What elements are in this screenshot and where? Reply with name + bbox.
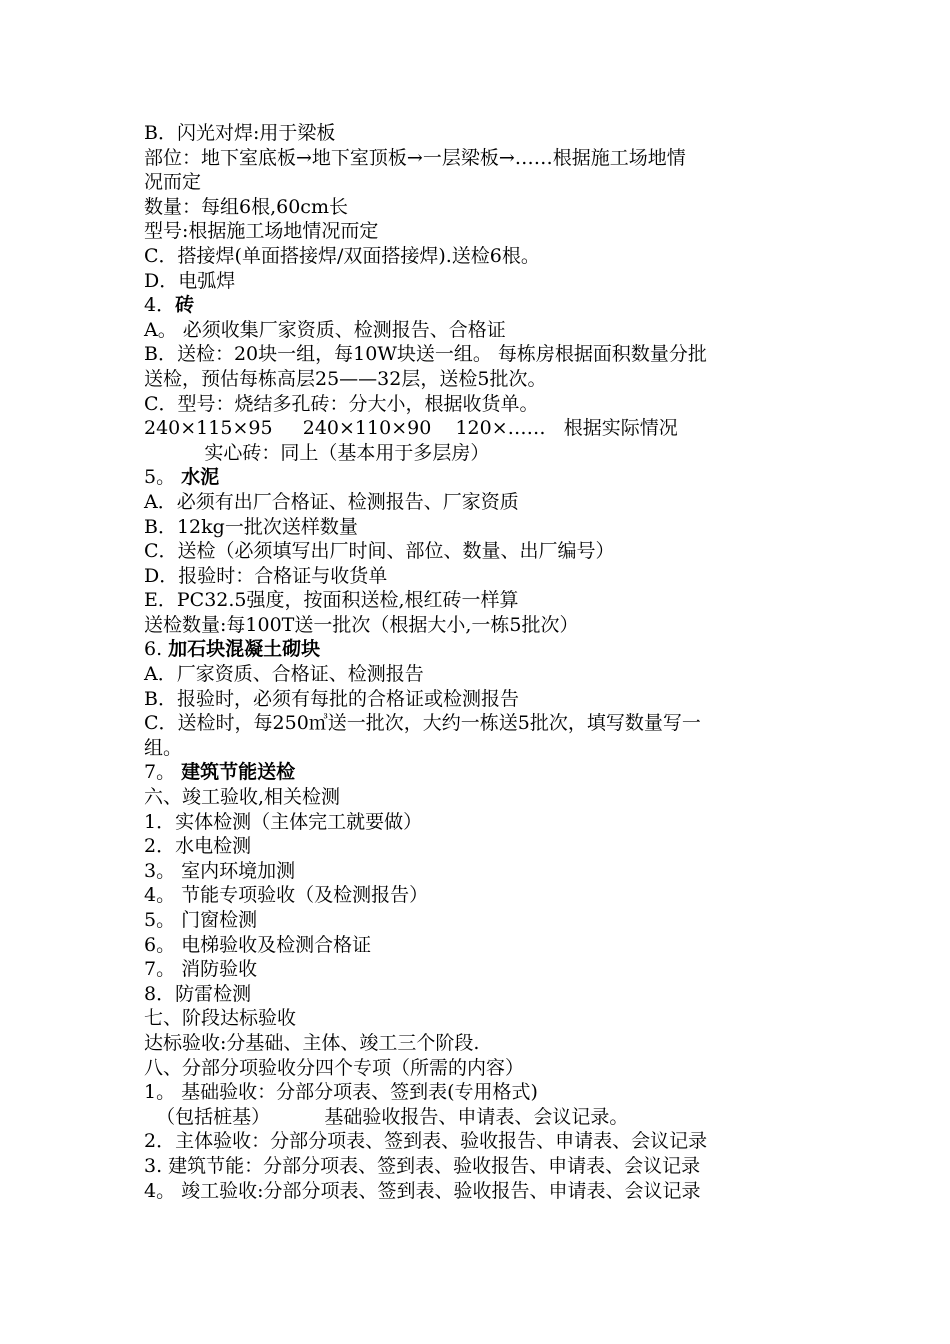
text-line: 送检，预估每栋高层25——32层，送检5批次。 [144, 367, 547, 390]
text-line: 6。 电梯验收及检测合格证 [144, 933, 372, 956]
text-line: 送检数量:每100T送一批次（根据大小,一栋5批次） [144, 613, 579, 636]
section-number: 7。 [144, 761, 182, 784]
text-line: D．电弧焊 [144, 269, 236, 292]
text-line: 数量：每组6根,60cm长 [144, 195, 348, 218]
text-line: 况而定 [144, 171, 202, 194]
section-title: 砖 [175, 294, 195, 317]
text-line: B．送检：20块一组，每10W块送一组。 每栋房根据面积数量分批 [144, 343, 707, 366]
text-line: 7。 消防验收 [144, 958, 258, 981]
document-page [144, 121, 814, 1203]
text-line: A．厂家资质、合格证、检测报告 [144, 663, 424, 686]
text-line: E．PC32.5强度，按面积送检,根红砖一样算 [144, 589, 519, 612]
section-title: 加石块混凝土砌块 [168, 638, 321, 661]
section-title: 建筑节能送检 [181, 761, 296, 784]
text-line: 组。 [144, 736, 183, 759]
text-line: B．闪光对焊:用于梁板 [144, 122, 336, 144]
section-heading [144, 760, 814, 785]
text-line: C．送检（必须填写出厂时间、部位、数量、出厂编号） [144, 540, 615, 563]
text-line: 4。 节能专项验收（及检测报告） [144, 884, 429, 907]
text-line: 2．水电检测 [144, 835, 252, 858]
section-number: 6. [144, 638, 169, 661]
text-line: 3. 建筑节能：分部分项表、签到表、验收报告、申请表、会议记录 [144, 1154, 701, 1177]
text-line: 达标验收:分基础、主体、竣工三个阶段. [144, 1031, 480, 1054]
text-line: 型号:根据施工场地情况而定 [144, 220, 379, 243]
text-line: 实心砖：同上（基本用于多层房） [144, 441, 490, 464]
section-number: 5。 [144, 466, 182, 489]
text-line: A。 必须收集厂家资质、检测报告、合格证 [144, 318, 506, 341]
text-line: 八、分部分项验收分四个专项（所需的内容） [144, 1056, 525, 1079]
text-line: 2．主体验收：分部分项表、签到表、验收报告、申请表、会议记录 [144, 1130, 708, 1153]
text-line: A．必须有出厂合格证、检测报告、厂家资质 [144, 490, 519, 513]
section-title: 水泥 [181, 466, 220, 489]
text-line: 4。 竣工验收:分部分项表、签到表、验收报告、申请表、会议记录 [144, 1179, 701, 1202]
text-line: 1。 基础验收：分部分项表、签到表(专用格式) [144, 1081, 538, 1104]
text-line: C．搭接焊(单面搭接焊/双面搭接焊).送检6根。 [144, 244, 540, 267]
text-line: 部位：地下室底板→地下室顶板→一层梁板→……根据施工场地情 [144, 146, 686, 169]
text-line: 5。 门窗检测 [144, 909, 258, 931]
text-line: 七、阶段达标验收 [144, 1007, 297, 1030]
text-line: C．型号：烧结多孔砖：分大小，根据收货单。 [144, 392, 539, 415]
text-line: 六、竣工验收,相关检测 [144, 786, 341, 809]
text-line: C．送检时，每250㎥送一批次，大约一栋送5批次，填写数量写一 [144, 712, 701, 735]
section-heading [144, 465, 814, 490]
section-number: 4． [144, 294, 176, 317]
section-heading [144, 293, 814, 318]
text-line: （包括桩基） 基础验收报告、申请表、会议记录。 [144, 1105, 629, 1128]
text-line: 1．实体检测（主体完工就要做） [144, 810, 423, 833]
text-line: D．报验时：合格证与收货单 [144, 564, 388, 587]
text-line: B．报验时，必须有每批的合格证或检测报告 [144, 687, 519, 710]
text-line: 240×115×95 240×110×90 120×…… 根据实际情况 [144, 417, 678, 440]
section-heading [144, 637, 814, 662]
text-line: B．12kg一批次送样数量 [144, 515, 358, 538]
text-line: 8．防雷检测 [144, 982, 252, 1005]
text-line: 3。 室内环境加测 [144, 859, 296, 882]
